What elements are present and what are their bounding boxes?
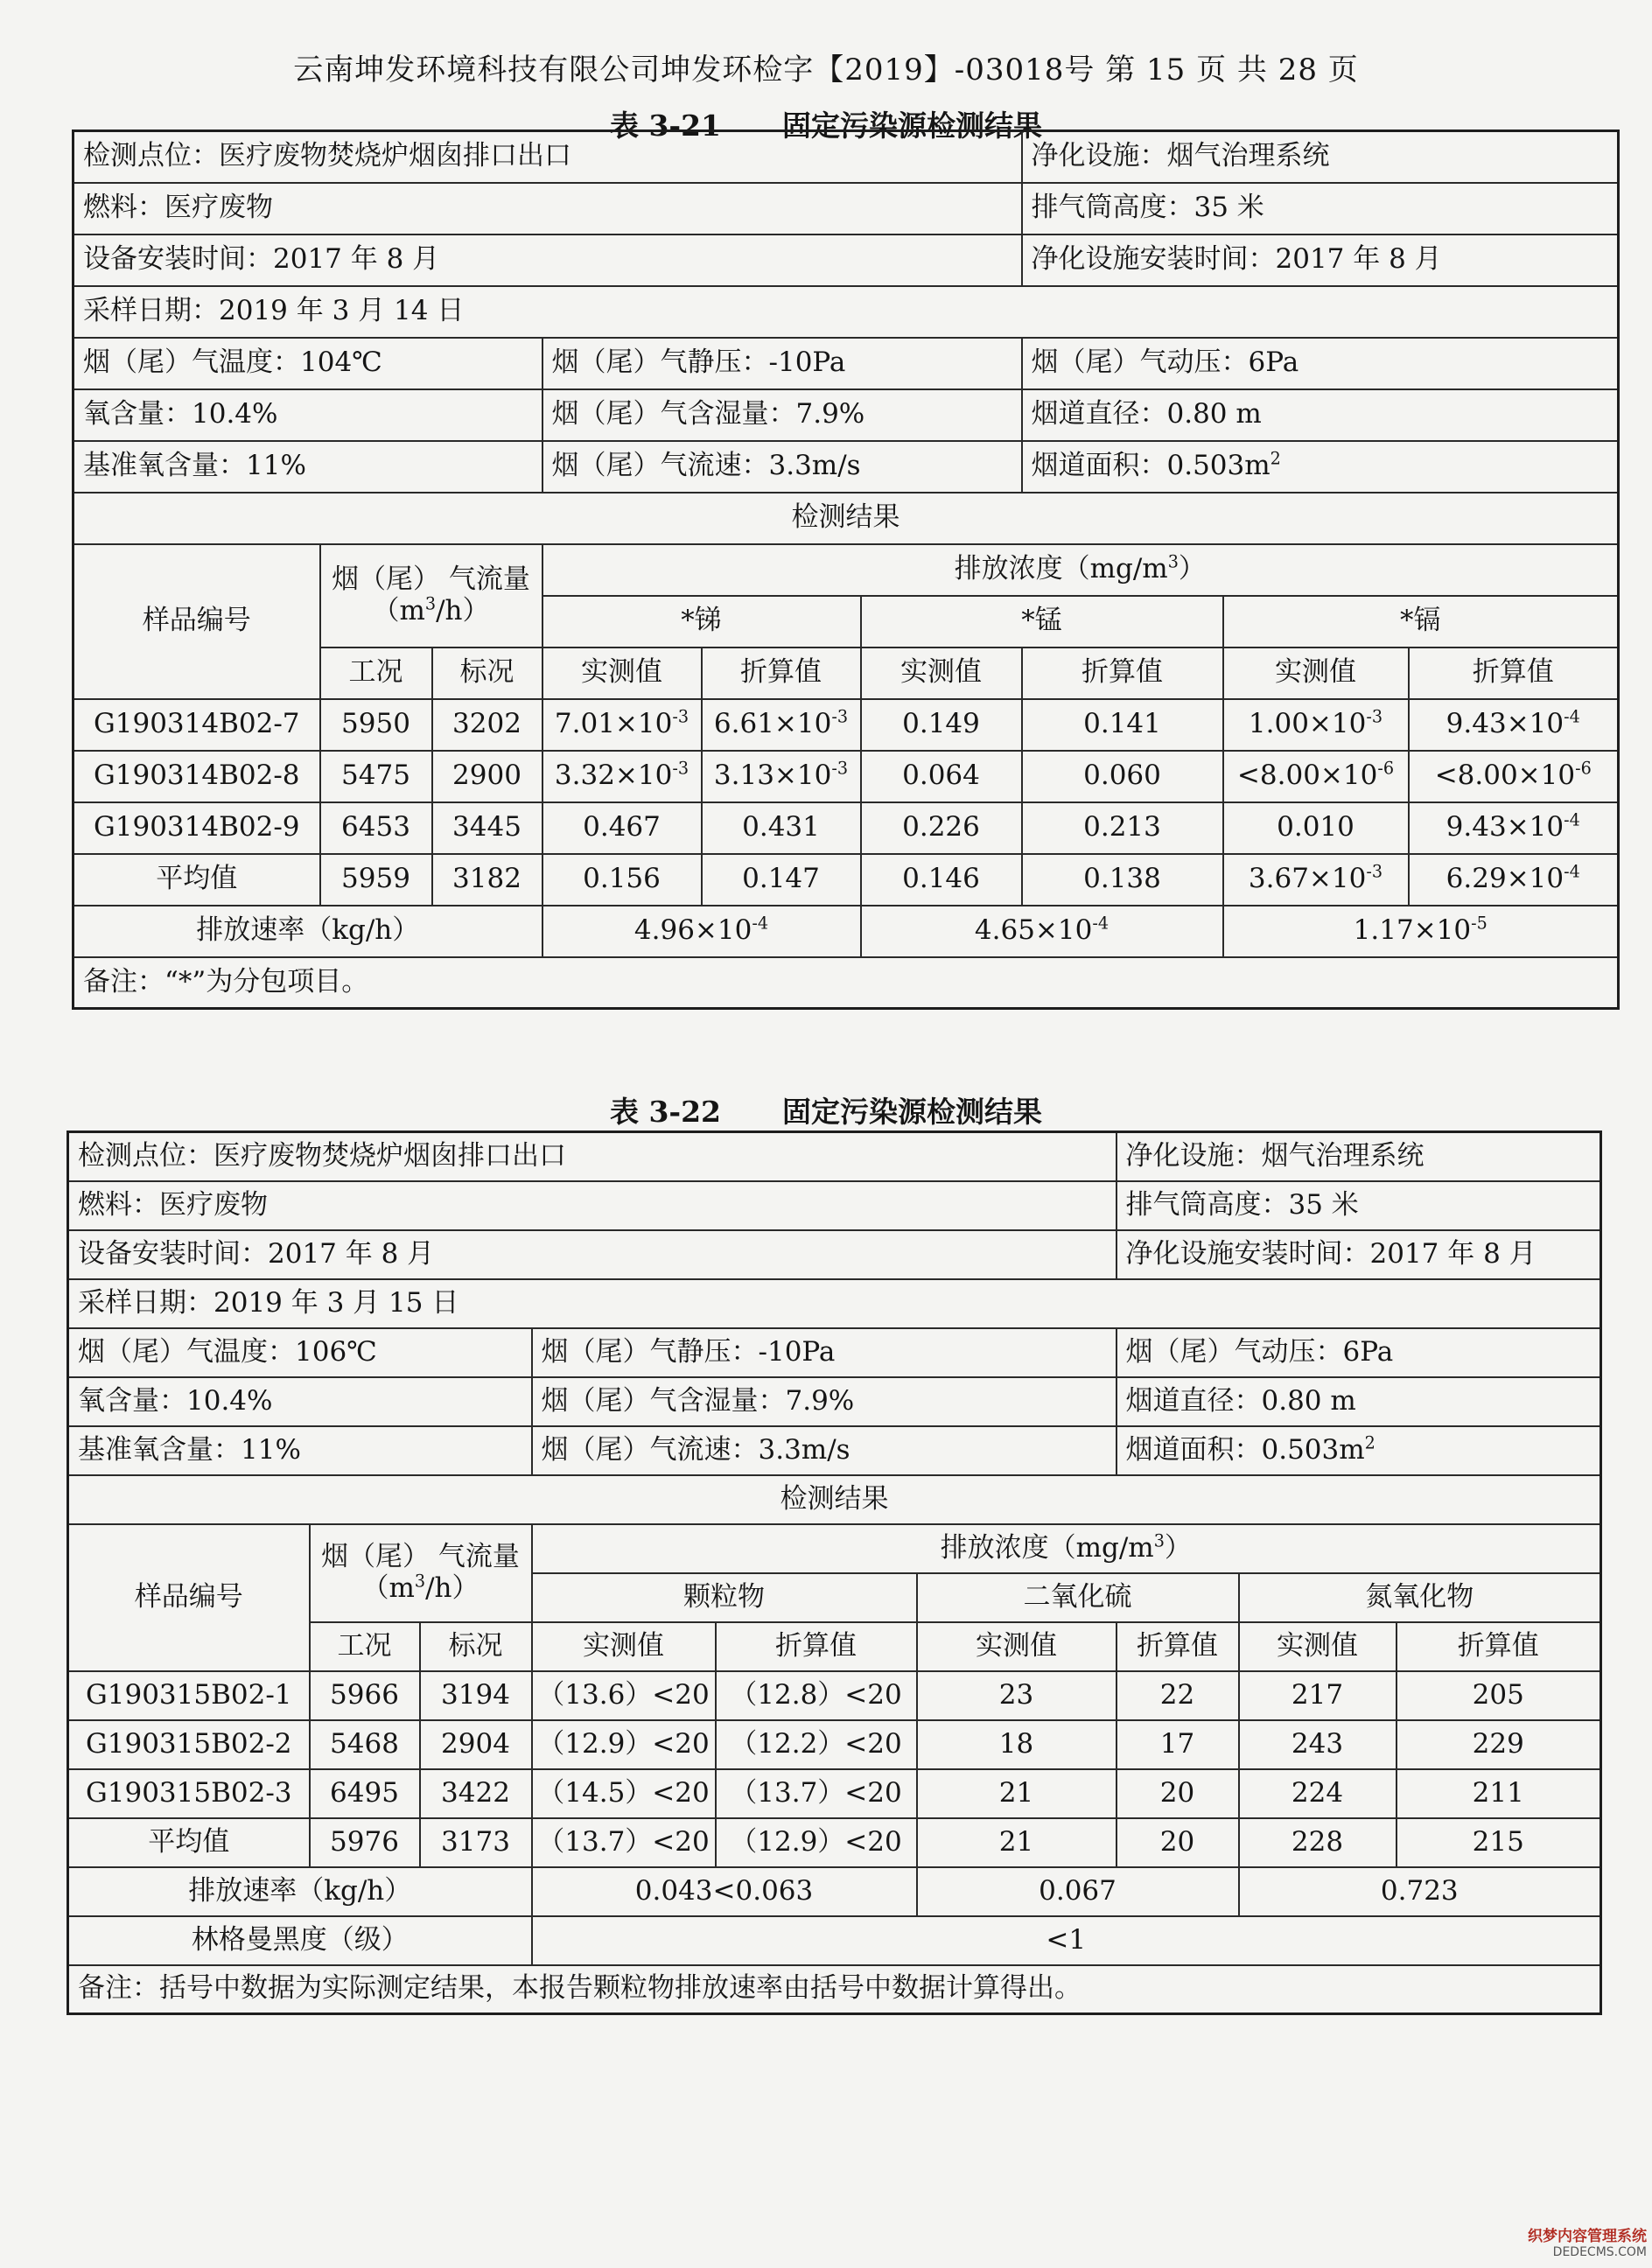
pollutant-antimony: *锑 — [542, 596, 861, 648]
static-pressure: 烟（尾）气静压：-10Pa — [532, 1328, 1116, 1377]
std-flow: 2900 — [432, 751, 542, 802]
value-cell: 0.213 — [1022, 802, 1223, 854]
pollutant-cadmium: *镉 — [1223, 596, 1619, 648]
value-cell: $<8.00\times 10^{-6}$ — [1223, 751, 1409, 802]
info-row — [68, 1132, 1601, 1181]
rate-cadmium: $1.17\times 10^{-5}$ — [1223, 906, 1619, 957]
value-cell: （14.5）<20 — [532, 1769, 716, 1818]
results-title-row — [74, 493, 1619, 544]
emission-concentration-header: 排放浓度$(mg/m^3)$ — [532, 1524, 1601, 1573]
fuel: 燃料：医疗废物 — [74, 183, 1022, 234]
results-title-row — [68, 1475, 1601, 1524]
value-cell: 0.060 — [1022, 751, 1223, 802]
value-cell: 215 — [1396, 1818, 1601, 1867]
value-cell: 17 — [1116, 1720, 1239, 1769]
facility-install-time: 净化设施安装时间：2017 年 8 月 — [1022, 234, 1619, 286]
table-row — [74, 802, 1619, 854]
purification-facility: 净化设施：烟气治理系统 — [1116, 1132, 1601, 1181]
note: 备注：“*”为分包项目。 — [74, 957, 1619, 1009]
flow-rate-header: 烟（尾） 气流量$(m^3/h)$ — [310, 1524, 532, 1622]
value-cell: 23 — [917, 1671, 1116, 1720]
flue-gas-temperature: 烟（尾）气温度：106℃ — [68, 1328, 532, 1377]
value-cell: 217 — [1239, 1671, 1396, 1720]
detection-point: 检测点位：医疗废物焚烧炉烟囱排口出口 — [68, 1132, 1116, 1181]
sample-id: G190314B02-9 — [74, 802, 320, 854]
report-number: 坤发环检字【2019】-03018号 — [661, 52, 1096, 88]
table-row — [68, 1769, 1601, 1818]
value-cell: 0.010 — [1223, 802, 1409, 854]
caption-number: 表 3-21 — [609, 108, 722, 143]
value-cell: 0.467 — [542, 802, 702, 854]
value-cell: $1.00\times 10^{-3}$ — [1223, 699, 1409, 751]
info-row — [68, 1279, 1601, 1328]
results-table-3-21 — [72, 130, 1620, 1010]
sampling-date: 采样日期：2019 年 3 月 14 日 — [74, 286, 1619, 338]
table-row — [74, 751, 1619, 802]
equipment-install-time: 设备安装时间：2017 年 8 月 — [68, 1230, 1116, 1279]
value-cell: 22 — [1116, 1671, 1239, 1720]
table-row — [74, 699, 1619, 751]
page-info: 第 15 页 共 28 页 — [1105, 52, 1359, 88]
facility-install-time: 净化设施安装时间：2017 年 8 月 — [1116, 1230, 1601, 1279]
oxygen-content: 氧含量：10.4% — [74, 389, 542, 441]
info-row — [74, 234, 1619, 286]
std-flow: 3202 — [432, 699, 542, 751]
value-cell: 228 — [1239, 1818, 1396, 1867]
static-pressure: 烟（尾）气静压：-10Pa — [542, 338, 1022, 389]
work-flow: 5959 — [320, 854, 432, 906]
value-cell: $<8.00\times 10^{-6}$ — [1409, 751, 1619, 802]
work-flow: 6495 — [310, 1769, 420, 1818]
rate-nox: 0.723 — [1239, 1867, 1601, 1916]
standard-condition-header: 标况 — [432, 648, 542, 699]
flue-area: 烟道面积：$0.503m^2$ — [1022, 441, 1619, 493]
sample-id: G190315B02-2 — [68, 1720, 310, 1769]
info-row — [74, 389, 1619, 441]
watermark-text: 织梦内容管理系统 — [1528, 2228, 1647, 2245]
value-cell: （13.7）<20 — [532, 1818, 716, 1867]
work-flow: 6453 — [320, 802, 432, 854]
value-cell: （13.6）<20 — [532, 1671, 716, 1720]
info-row — [74, 441, 1619, 493]
pollutant-particulate: 颗粒物 — [532, 1573, 917, 1622]
value-cell: 224 — [1239, 1769, 1396, 1818]
converted-header: 折算值 — [702, 648, 861, 699]
std-flow: 2904 — [420, 1720, 532, 1769]
value-cell: 0.147 — [702, 854, 861, 906]
rate-so2: 0.067 — [917, 1867, 1239, 1916]
flue-gas-temperature: 烟（尾）气温度：104℃ — [74, 338, 542, 389]
rate-antimony: $4.96\times 10^{-4}$ — [542, 906, 861, 957]
page-header — [0, 46, 1652, 88]
flue-gas-velocity: 烟（尾）气流速：3.3m/s — [542, 441, 1022, 493]
converted-header: 折算值 — [716, 1622, 917, 1671]
value-cell: 243 — [1239, 1720, 1396, 1769]
ringelmann-value: <1 — [532, 1916, 1601, 1965]
value-cell: （12.2）<20 — [716, 1720, 917, 1769]
dynamic-pressure: 烟（尾）气动压：6Pa — [1116, 1328, 1601, 1377]
value-cell: $6.29\times 10^{-4}$ — [1409, 854, 1619, 906]
caption-number: 表 3-22 — [609, 1095, 722, 1129]
flue-diameter: 烟道直径：0.80 m — [1022, 389, 1619, 441]
flue-gas-velocity: 烟（尾）气流速：3.3m/s — [532, 1426, 1116, 1475]
value-cell: $9.43\times 10^{-4}$ — [1409, 802, 1619, 854]
emission-rate-label: 排放速率（kg/h） — [74, 906, 542, 957]
dynamic-pressure: 烟（尾）气动压：6Pa — [1022, 338, 1619, 389]
watermark — [1528, 2223, 1647, 2259]
table-row — [68, 1671, 1601, 1720]
rate-particulate: 0.043<0.063 — [532, 1867, 917, 1916]
value-cell: 20 — [1116, 1818, 1239, 1867]
value-cell: 229 — [1396, 1720, 1601, 1769]
info-row — [68, 1426, 1601, 1475]
converted-header: 折算值 — [1396, 1622, 1601, 1671]
table-row — [68, 1720, 1601, 1769]
note-row — [68, 1965, 1601, 2014]
info-row — [74, 338, 1619, 389]
std-flow: 3173 — [420, 1818, 532, 1867]
table-row-average — [74, 854, 1619, 906]
value-cell: （13.7）<20 — [716, 1769, 917, 1818]
work-flow: 5966 — [310, 1671, 420, 1720]
std-flow: 3445 — [432, 802, 542, 854]
value-cell: 211 — [1396, 1769, 1601, 1818]
stack-height: 排气筒高度：35 米 — [1116, 1181, 1601, 1230]
value-cell: 0.146 — [861, 854, 1022, 906]
work-condition-header: 工况 — [320, 648, 432, 699]
detection-point: 检测点位：医疗废物焚烧炉烟囱排口出口 — [74, 131, 1022, 183]
work-condition-header: 工况 — [310, 1622, 420, 1671]
emission-concentration-header: 排放浓度$(mg/m^3)$ — [542, 544, 1619, 596]
caption-title: 固定污染源检测结果 — [782, 108, 1043, 143]
oxygen-content: 氧含量：10.4% — [68, 1377, 532, 1426]
sample-id: G190314B02-8 — [74, 751, 320, 802]
results-title: 检测结果 — [68, 1475, 1601, 1524]
watermark-url: DEDECMS.COM — [1552, 2245, 1647, 2259]
sample-id: G190315B02-3 — [68, 1769, 310, 1818]
header-row — [74, 544, 1619, 596]
stack-height: 排气筒高度：35 米 — [1022, 183, 1619, 234]
sample-id: 平均值 — [68, 1818, 310, 1867]
value-cell: 205 — [1396, 1671, 1601, 1720]
emission-rate-label: 排放速率（kg/h） — [68, 1867, 532, 1916]
measured-header: 实测值 — [861, 648, 1022, 699]
value-cell: （12.9）<20 — [716, 1818, 917, 1867]
value-cell: $3.32\times 10^{-3}$ — [542, 751, 702, 802]
sample-id-header: 样品编号 — [74, 544, 320, 699]
emission-rate-row — [68, 1867, 1601, 1916]
equipment-install-time: 设备安装时间：2017 年 8 月 — [74, 234, 1022, 286]
ringelmann-label: 林格曼黑度（级） — [68, 1916, 532, 1965]
ringelmann-row — [68, 1916, 1601, 1965]
pollutant-nox: 氮氧化物 — [1239, 1573, 1601, 1622]
measured-header: 实测值 — [532, 1622, 716, 1671]
value-cell: $6.61\times 10^{-3}$ — [702, 699, 861, 751]
purification-facility: 净化设施：烟气治理系统 — [1022, 131, 1619, 183]
std-flow: 3422 — [420, 1769, 532, 1818]
value-cell: $3.13\times 10^{-3}$ — [702, 751, 861, 802]
info-row — [74, 286, 1619, 338]
info-row — [68, 1377, 1601, 1426]
info-row — [74, 131, 1619, 183]
moisture-content: 烟（尾）气含湿量：7.9% — [532, 1377, 1116, 1426]
company-name: 云南坤发环境科技有限公司 — [293, 52, 662, 88]
std-flow: 3182 — [432, 854, 542, 906]
value-cell: 0.064 — [861, 751, 1022, 802]
work-flow: 5976 — [310, 1818, 420, 1867]
reference-oxygen: 基准氧含量：11% — [74, 441, 542, 493]
header-row — [68, 1524, 1601, 1573]
std-flow: 3194 — [420, 1671, 532, 1720]
measured-header: 实测值 — [917, 1622, 1116, 1671]
work-flow: 5475 — [320, 751, 432, 802]
value-cell: （12.9）<20 — [532, 1720, 716, 1769]
note-row — [74, 957, 1619, 1009]
work-flow: 5950 — [320, 699, 432, 751]
value-cell: $7.01\times 10^{-3}$ — [542, 699, 702, 751]
standard-condition-header: 标况 — [420, 1622, 532, 1671]
sample-id-header: 样品编号 — [68, 1524, 310, 1671]
caption-title: 固定污染源检测结果 — [782, 1095, 1043, 1129]
converted-header: 折算值 — [1022, 648, 1223, 699]
value-cell: 0.138 — [1022, 854, 1223, 906]
value-cell: 0.141 — [1022, 699, 1223, 751]
value-cell: 20 — [1116, 1769, 1239, 1818]
value-cell: $9.43\times 10^{-4}$ — [1409, 699, 1619, 751]
info-row — [68, 1230, 1601, 1279]
value-cell: 0.149 — [861, 699, 1022, 751]
value-cell: 0.156 — [542, 854, 702, 906]
flue-diameter: 烟道直径：0.80 m — [1116, 1377, 1601, 1426]
sample-id: 平均值 — [74, 854, 320, 906]
value-cell: 18 — [917, 1720, 1116, 1769]
results-table-3-22 — [66, 1130, 1602, 2015]
results-title: 检测结果 — [74, 493, 1619, 544]
sampling-date: 采样日期：2019 年 3 月 15 日 — [68, 1279, 1601, 1328]
measured-header: 实测值 — [1239, 1622, 1396, 1671]
value-cell: $3.67\times 10^{-3}$ — [1223, 854, 1409, 906]
measured-header: 实测值 — [542, 648, 702, 699]
reference-oxygen: 基准氧含量：11% — [68, 1426, 532, 1475]
info-row — [68, 1328, 1601, 1377]
rate-manganese: $4.65\times 10^{-4}$ — [861, 906, 1223, 957]
pollutant-so2: 二氧化硫 — [917, 1573, 1239, 1622]
info-row — [74, 183, 1619, 234]
moisture-content: 烟（尾）气含湿量：7.9% — [542, 389, 1022, 441]
work-flow: 5468 — [310, 1720, 420, 1769]
value-cell: 21 — [917, 1818, 1116, 1867]
table-row-average — [68, 1818, 1601, 1867]
info-row — [68, 1181, 1601, 1230]
value-cell: 0.226 — [861, 802, 1022, 854]
pollutant-manganese: *锰 — [861, 596, 1223, 648]
value-cell: 21 — [917, 1769, 1116, 1818]
measured-header: 实测值 — [1223, 648, 1409, 699]
sample-id: G190314B02-7 — [74, 699, 320, 751]
value-cell: 0.431 — [702, 802, 861, 854]
emission-rate-row — [74, 906, 1619, 957]
converted-header: 折算值 — [1116, 1622, 1239, 1671]
converted-header: 折算值 — [1409, 648, 1619, 699]
fuel: 燃料：医疗废物 — [68, 1181, 1116, 1230]
note: 备注：括号中数据为实际测定结果，本报告颗粒物排放速率由括号中数据计算得出。 — [68, 1965, 1601, 2014]
flue-area: 烟道面积：$0.503m^2$ — [1116, 1426, 1601, 1475]
table-caption-3-22 — [0, 1089, 1652, 1130]
value-cell: （12.8）<20 — [716, 1671, 917, 1720]
sample-id: G190315B02-1 — [68, 1671, 310, 1720]
flow-rate-header: 烟（尾） 气流量$(m^3/h)$ — [320, 544, 542, 648]
